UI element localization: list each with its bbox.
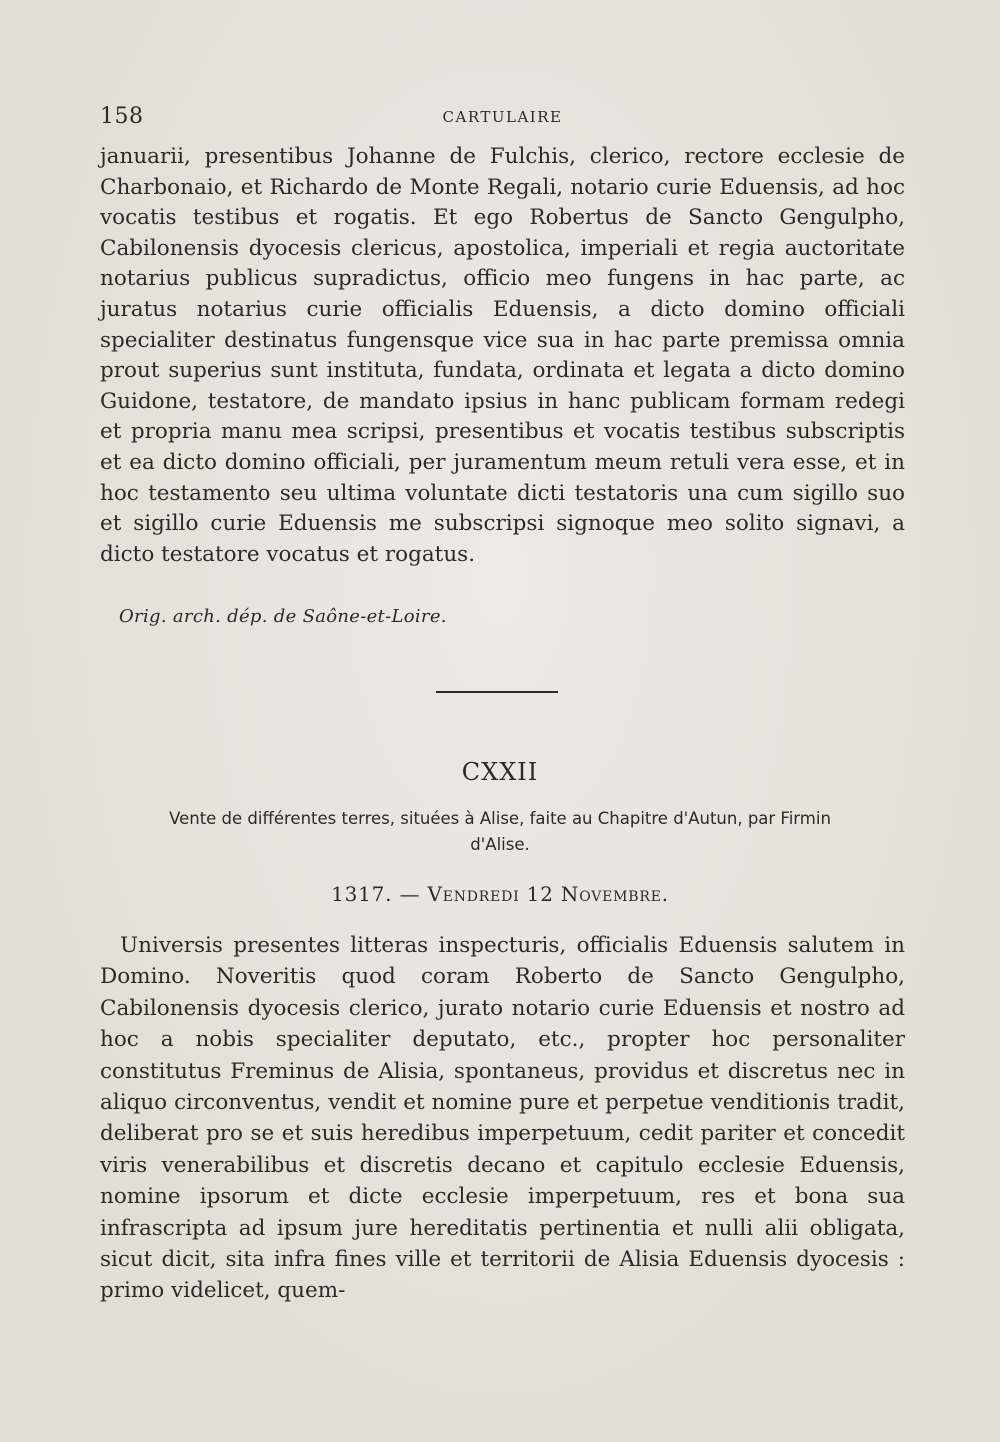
body-paragraph-text: Universis presentes litteras inspecturis, officialis Eduensis salutem in Domino. Noveritis quod coram Roberto de Sancto Gengulpho, Cabilonensis dyocesis clerico, jurato notario curie Eduensis et nostro ad hoc a nobis specialiter deputato, etc., propter hoc personaliter constitutus Freminus de Alisia, spontaneus, providus et discretus nec in aliquo circonventus, vendit et nomine pure et perpetue venditionis tradit, deliberat pro se et suis heredibus imperpetuum, cedit pariter et concedit viris venerabilibus et discretis decano et capitulo ecclesie Eduensis, nomine ipsorum et dicte ecclesie imperpetuum, res et bona sua infrascripta ad ipsum jure hereditatis pertinentia et nulli alii obligata, sicut dicit, sita infra fines ville et territorii de Alisia Eduensis dyocesis : primo videlicet, quem-: [100, 933, 905, 1304]
running-title: CARTULAIRE: [442, 108, 563, 126]
section-divider: [436, 691, 558, 693]
body-paragraph-continued: januarii, presentibus Johanne de Fulchis, clerico, rectore ecclesie de Charbonaio, et Richardo de Monte Regali, notario curie Eduensis, ad hoc vocatis testibus et rogatis. Et ego Robertus de Sancto Gengulpho, Cabilonensis dyocesis clericus, apostolica, imperiali et regia auctoritate notarius publicus supradictus, officio meo fungens in hac parte, ac juratus notarius curie officialis Eduensis, a dicto domino officiali specialiter destinatus fungensque vice sua in hac parte premissa omnia prout superius sunt instituta, fundata, ordinata et legata a dicto domino Guidone, testatore, de mandato ipsius in hanc publicam formam redegi et propria manu mea scripsi, presentibus et vocatis testibus subscriptis et ea dicto domino officiali, per juramentum meum retuli vera esse, et in hoc testamento seu ultima voluntate dicti testatoris una cum sigillo suo et sigillo curie Eduensis me subscripsi signoque meo solito signavi, a dicto testatore vocatus et rogatus.: [100, 144, 905, 567]
section-summary: Vente de différentes terres, situées à Alise, faite au Chapitre d'Autun, par Firmin d'Alise.: [169, 809, 831, 854]
source-note: Orig. arch. dép. de Saône-et-Loire.: [119, 606, 447, 627]
date-day: — Vendredi 12 Novembre.: [399, 882, 669, 906]
section-date: [0, 882, 1000, 906]
section-number: CXXII: [461, 758, 539, 786]
date-year: 1317.: [331, 882, 393, 906]
page-number: 158: [100, 104, 144, 129]
running-head: [100, 104, 905, 132]
body-paragraph: [100, 930, 905, 1307]
